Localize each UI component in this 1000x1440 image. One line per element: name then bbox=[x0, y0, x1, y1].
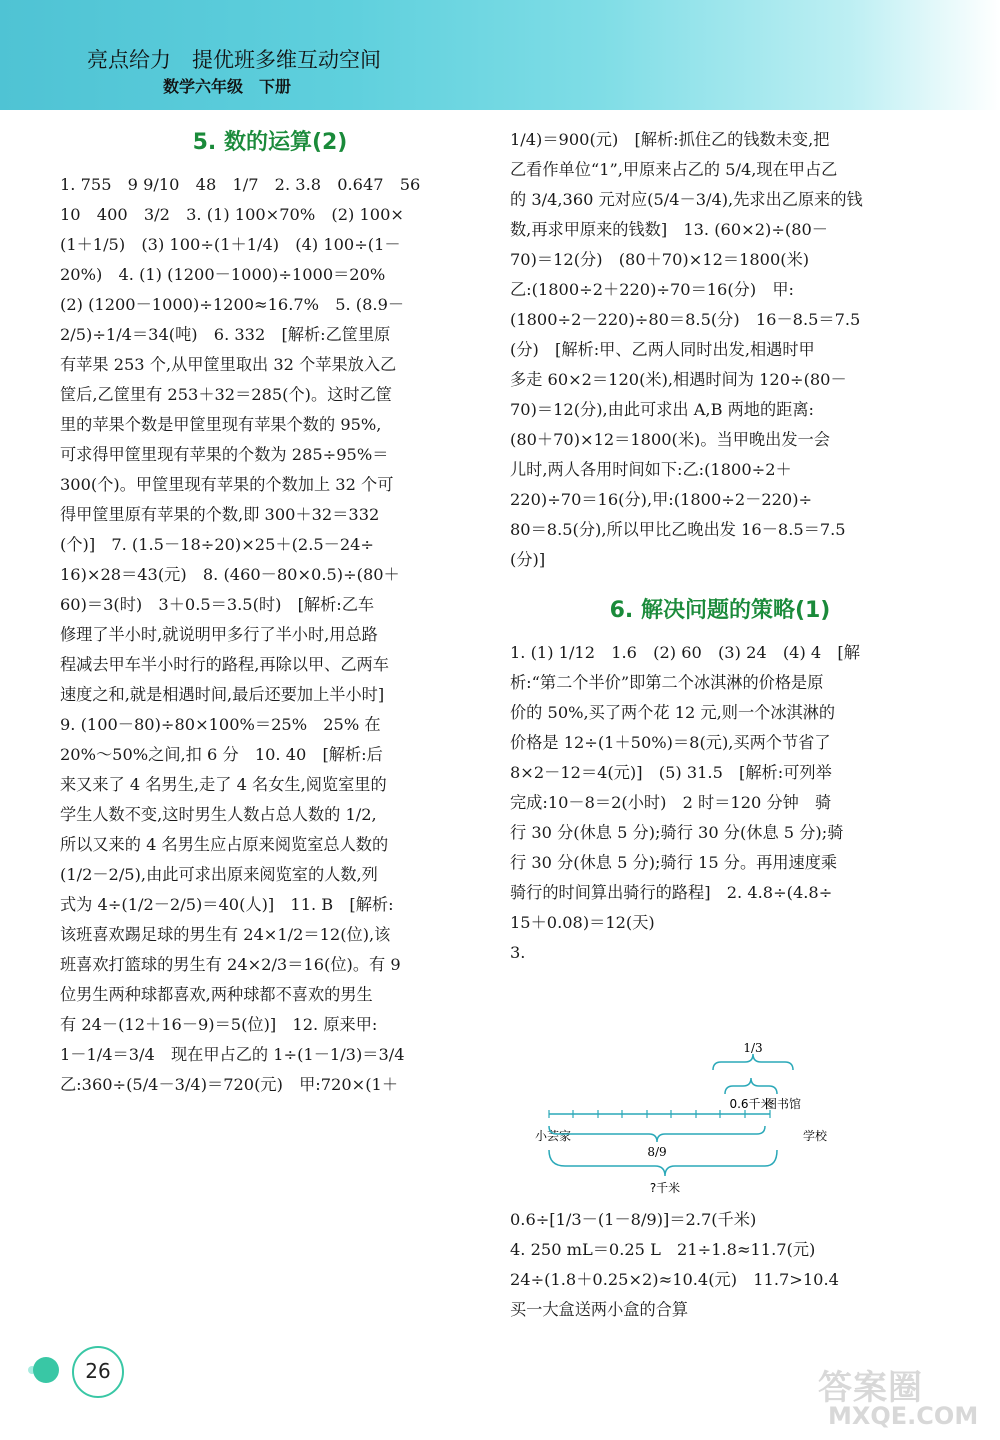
answer-line: 70)＝12(分) (80＋70)×12＝1800(米) bbox=[510, 250, 810, 269]
answer-line: 式为 4÷(1/2－2/5)＝40(人)] 11. B [解析: bbox=[60, 895, 394, 914]
answer-line: (1800÷2－220)÷80＝8.5(分) 16－8.5＝7.5 bbox=[510, 310, 861, 329]
answer-line: 可求得甲筐里现有苹果的个数为 285÷95%＝ bbox=[60, 445, 389, 464]
answer-line: 数,再求甲原来的钱数] 13. (60×2)÷(80－ bbox=[510, 220, 828, 239]
answer-line: 行 30 分(休息 5 分);骑行 30 分(休息 5 分);骑 bbox=[510, 823, 844, 842]
answer-line: 得甲筐里原有苹果的个数,即 300＋32＝332 bbox=[60, 505, 380, 524]
answer-line: 1/4)＝900(元) [解析:抓住乙的钱数未变,把 bbox=[510, 130, 830, 149]
answer-line: (分)] bbox=[510, 550, 546, 569]
watermark-url: MXQE.COM bbox=[828, 1402, 979, 1430]
answer-line: 16)×28＝43(元) 8. (460－80×0.5)÷(80＋ bbox=[60, 565, 400, 584]
answer-line: (2) (1200－1000)÷1200≈16.7% 5. (8.9－ bbox=[60, 295, 405, 314]
answer-line: 多走 60×2＝120(米),相遇时间为 120÷(80－ bbox=[510, 370, 847, 389]
answer-line: (1/2－2/5),由此可求出原来阅览室的人数,列 bbox=[60, 865, 378, 884]
answer-line: 10 400 3/2 3. (1) 100×70% (2) 100× bbox=[60, 205, 404, 224]
answer-line: 4. 250 mL＝0.25 L 21÷1.8≈11.7(元) bbox=[510, 1240, 816, 1259]
answer-line: 行 30 分(休息 5 分);骑行 15 分。再用速度乘 bbox=[510, 853, 838, 872]
answer-line: 300(个)。甲筐里现有苹果的个数加上 32 个可 bbox=[60, 475, 394, 494]
answer-line: 20%～50%之间,扣 6 分 10. 40 [解析:后 bbox=[60, 745, 383, 764]
answer-line: 1－1/4＝3/4 现在甲占乙的 1÷(1－1/3)＝3/4 bbox=[60, 1045, 405, 1064]
answer-line: (分) [解析:甲、乙两人同时出发,相遇时甲 bbox=[510, 340, 815, 359]
answer-line: 2/5)÷1/4＝34(吨) 6. 332 [解析:乙筐里原 bbox=[60, 325, 391, 344]
header-banner bbox=[0, 0, 1000, 110]
answer-line: 价格是 12÷(1＋50%)＝8(元),买两个节省了 bbox=[510, 733, 831, 752]
answer-line: 有 24－(12＋16－9)＝5(位)] 12. 原来甲: bbox=[60, 1015, 378, 1034]
answer-line: 速度之和,就是相遇时间,最后还要加上半小时] bbox=[60, 685, 385, 704]
answer-line: 3. bbox=[510, 943, 526, 962]
answer-line: 里的苹果个数是甲筐里现有苹果个数的 95%, bbox=[60, 415, 382, 434]
answer-line: 的 3/4,360 元对应(5/4－3/4),先求出乙原来的钱 bbox=[510, 190, 863, 209]
answer-line: 1. (1) 1/12 1.6 (2) 60 (3) 24 (4) 4 [解 bbox=[510, 643, 860, 662]
answer-line: 15＋0.08)＝12(天) bbox=[510, 913, 655, 932]
answer-line: 筐后,乙筐里有 253＋32＝285(个)。这时乙筐 bbox=[60, 385, 392, 404]
answer-line: 8×2－12＝4(元)] (5) 31.5 [解析:可列举 bbox=[510, 763, 832, 782]
answer-line: 班喜欢打篮球的男生有 24×2/3＝16(位)。有 9 bbox=[60, 955, 401, 974]
answer-line: 价的 50%,买了两个花 12 元,则一个冰淇淋的 bbox=[510, 703, 836, 722]
left-column bbox=[60, 125, 480, 1100]
answer-line: 乙:(1800÷2＋220)÷70＝16(分) 甲: bbox=[510, 280, 795, 299]
answer-line: 0.6÷[1/3－(1－8/9)]＝2.7(千米) bbox=[510, 1210, 757, 1229]
book-subtitle: 数学六年级 下册 bbox=[163, 77, 292, 96]
answer-line: 所以又来的 4 名男生应占原来阅览室总人数的 bbox=[60, 835, 389, 854]
answer-line: (1＋1/5) (3) 100÷(1＋1/4) (4) 100÷(1－ bbox=[60, 235, 401, 254]
answer-line: 1. 755 9 9/10 48 1/7 2. 3.8 0.647 56 bbox=[60, 175, 421, 194]
answer-line: 修理了半小时,就说明甲多行了半小时,用总路 bbox=[60, 625, 378, 644]
answer-line: 来又来了 4 名男生,走了 4 名女生,阅览室里的 bbox=[60, 775, 387, 794]
answer-line: 买一大盒送两小盒的合算 bbox=[510, 1300, 689, 1319]
answer-line: 20%) 4. (1) (1200－1000)÷1000＝20% bbox=[60, 265, 386, 284]
answer-line: 80＝8.5(分),所以甲比乙晚出发 16－8.5＝7.5 bbox=[510, 520, 846, 539]
answer-line: 220)÷70＝16(分),甲:(1800÷2－220)÷ bbox=[510, 490, 813, 509]
right-answers-mid bbox=[510, 638, 930, 968]
answer-line: 学生人数不变,这时男生人数占总人数的 1/2, bbox=[60, 805, 377, 824]
diagram-mid-fraction: 8/9 bbox=[647, 1145, 667, 1159]
diagram-top-fraction: 1/3 bbox=[743, 1041, 763, 1055]
answer-line: 该班喜欢踢足球的男生有 24×1/2＝12(位),该 bbox=[60, 925, 391, 944]
answer-line: (80＋70)×12＝1800(米)。当甲晚出发一会 bbox=[510, 430, 830, 449]
answer-line: 骑行的时间算出骑行的路程] 2. 4.8÷(4.8÷ bbox=[510, 883, 833, 902]
answer-line: 乙:360÷(5/4－3/4)＝720(元) 甲:720×(1＋ bbox=[60, 1075, 399, 1094]
answer-line: 60)＝3(时) 3＋0.5＝3.5(时) [解析:乙车 bbox=[60, 595, 375, 614]
diagram-distance-label: 0.6千米 bbox=[729, 1097, 773, 1111]
line-segment-diagram bbox=[515, 1030, 835, 1200]
answer-line: 9. (100－80)÷80×100%＝25% 25% 在 bbox=[60, 715, 381, 734]
answer-line: (个)] 7. (1.5－18÷20)×25＋(2.5－24÷ bbox=[60, 535, 374, 554]
book-title: 亮点给力 提优班多维互动空间 bbox=[87, 48, 381, 72]
left-answers bbox=[60, 170, 480, 1100]
right-column bbox=[510, 125, 930, 968]
right-answers-top bbox=[510, 125, 930, 575]
answer-line: 儿时,两人各用时间如下:乙:(1800÷2＋ bbox=[510, 460, 792, 479]
right-answers-bottom bbox=[510, 1205, 930, 1325]
answer-line: 完成:10－8＝2(小时) 2 时＝120 分钟 骑 bbox=[510, 793, 832, 812]
watermark-logo: 答案圈 bbox=[818, 1368, 923, 1408]
answer-line: 乙看作单位“1”,甲原来占乙的 5/4,现在甲占乙 bbox=[510, 160, 838, 179]
answer-line: 24÷(1.8＋0.25×2)≈10.4(元) 11.7>10.4 bbox=[510, 1270, 839, 1289]
section-title-5: 5. 数的运算(2) bbox=[192, 130, 348, 155]
diagram-home: 小芸家 bbox=[534, 1129, 572, 1143]
answer-line: 程减去甲车半小时行的路程,再除以甲、乙两车 bbox=[60, 655, 389, 674]
diagram-total-label: ?千米 bbox=[649, 1181, 681, 1195]
answer-line: 析:“第二个半价”即第二个冰淇淋的价格是原 bbox=[510, 673, 824, 692]
section-title-6: 6. 解决问题的策略(1) bbox=[609, 598, 831, 623]
answer-line: 70)＝12(分),由此可求出 A,B 两地的距离: bbox=[510, 400, 815, 419]
diagram-library: 图书馆 bbox=[764, 1097, 802, 1111]
page-number: 26 bbox=[72, 1346, 124, 1398]
decorative-dot bbox=[33, 1357, 59, 1383]
diagram-school: 学校 bbox=[802, 1129, 828, 1143]
answer-line: 有苹果 253 个,从甲筐里取出 32 个苹果放入乙 bbox=[60, 355, 397, 374]
answer-line: 位男生两种球都喜欢,两种球都不喜欢的男生 bbox=[60, 985, 373, 1004]
